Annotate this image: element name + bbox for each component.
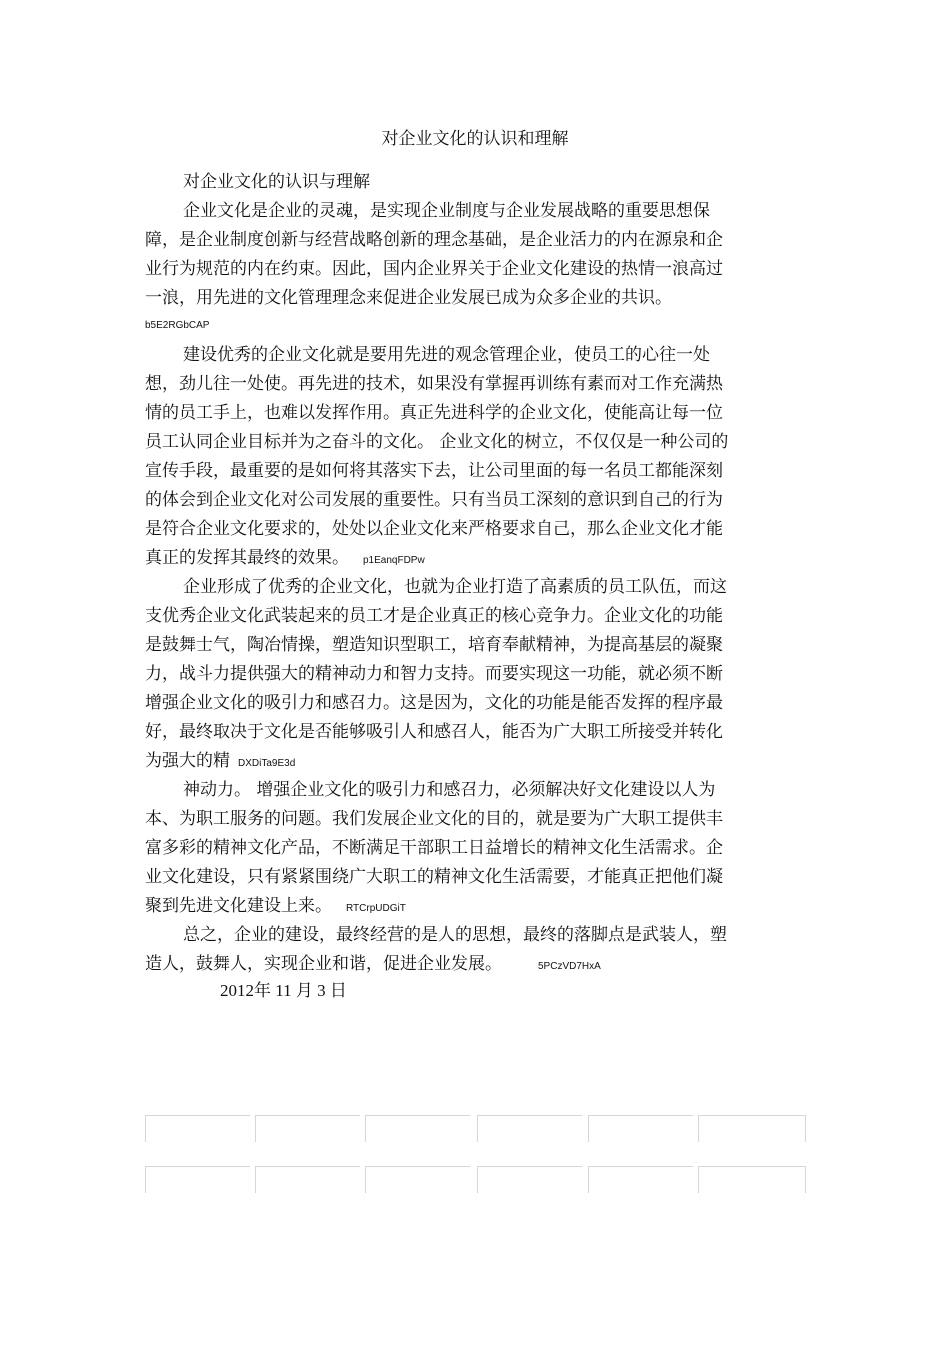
document-date: 2012年 11 月 3 日 bbox=[220, 981, 347, 1000]
paragraph-line: 建设优秀的企业文化就是要用先进的观念管理企业，使员工的心往一处 bbox=[183, 345, 710, 365]
paragraph-line: 员工认同企业目标并为之奋斗的文化。 企业文化的树立，不仅仅是一种公司的 bbox=[145, 432, 729, 452]
paragraph-line: 是符合企业文化要求的，处处以企业文化来严格要求自己，那么企业文化才能 bbox=[145, 519, 723, 539]
paragraph-line: 好，最终取决于文化是否能够吸引人和感召人，能否为广大职工所接受并转化 bbox=[145, 722, 723, 742]
paragraph-line: 本、为职工服务的问题。我们发展企业文化的目的，就是要为广大职工提供丰 bbox=[145, 809, 723, 829]
document-subtitle: 对企业文化的认识与理解 bbox=[183, 172, 370, 192]
paragraph-line: 增强企业文化的吸引力和感召力。这是因为，文化的功能是能否发挥的程序最 bbox=[145, 693, 723, 713]
paragraph-line: 是鼓舞士气，陶冶情操，塑造知识型职工，培育奉献精神，为提高基层的凝聚 bbox=[145, 635, 723, 655]
paragraph-line bbox=[145, 750, 295, 775]
grid-cell bbox=[365, 1115, 470, 1142]
reference-code: 5PCzVD7HxA bbox=[538, 961, 601, 972]
paragraph-line: 力，战斗力提供强大的精神动力和智力支持。而要实现这一功能，就必须不断 bbox=[145, 664, 723, 684]
paragraph-line: 企业文化是企业的灵魂，是实现企业制度与企业发展战略的重要思想保 bbox=[183, 201, 710, 221]
grid-cell bbox=[255, 1115, 360, 1142]
document-title: 对企业文化的认识和理解 bbox=[381, 129, 569, 149]
grid-cell bbox=[698, 1166, 806, 1193]
paragraph-line: 神动力。 增强企业文化的吸引力和感召力，必须解决好文化建设以人为 bbox=[183, 780, 716, 800]
grid-cell bbox=[477, 1115, 582, 1142]
reference-code: b5E2RGbCAP bbox=[145, 320, 210, 331]
paragraph-line: 富多彩的精神文化产品，不断满足干部职工日益增长的精神文化生活需求。企 bbox=[145, 838, 723, 858]
grid-cell bbox=[255, 1166, 360, 1193]
paragraph-line: 支优秀企业文化武装起来的员工才是企业真正的核心竞争力。企业文化的功能 bbox=[145, 606, 723, 626]
paragraph-line: 业行为规范的内在约束。因此，国内企业界关于企业文化建设的热情一浪高过 bbox=[145, 259, 723, 279]
paragraph-line bbox=[145, 547, 425, 572]
paragraph-line: 总之，企业的建设，最终经营的是人的思想，最终的落脚点是武装人，塑 bbox=[183, 925, 727, 945]
paragraph-line bbox=[145, 895, 406, 920]
paragraph-line: 一浪，用先进的文化管理理念来促进企业发展已成为众多企业的共识。 bbox=[145, 288, 672, 308]
paragraph-line: 想，劲儿往一处使。再先进的技术，如果没有掌握再训练有素而对工作充满热 bbox=[145, 374, 723, 394]
grid-cell bbox=[145, 1166, 250, 1193]
grid-cell bbox=[698, 1115, 806, 1142]
paragraph-line: 情的员工手上，也难以发挥作用。真正先进科学的企业文化，使能高让每一位 bbox=[145, 403, 723, 423]
paragraph-line: 障，是企业制度创新与经营战略创新的理念基础，是企业活力的内在源泉和企 bbox=[145, 230, 723, 250]
paragraph-line bbox=[145, 953, 601, 978]
paragraph-line: 业文化建设，只有紧紧围绕广大职工的精神文化生活需要，才能真正把他们凝 bbox=[145, 867, 723, 887]
grid-cell bbox=[365, 1166, 470, 1193]
paragraph-line: 的体会到企业文化对公司发展的重要性。只有当员工深刻的意识到自己的行为 bbox=[145, 490, 723, 510]
paragraph-line: 企业形成了优秀的企业文化，也就为企业打造了高素质的员工队伍，而这 bbox=[183, 577, 727, 597]
paragraph-text: 造人，鼓舞人，实现企业和谐，促进企业发展。 bbox=[145, 954, 502, 974]
reference-code: RTCrpUDGiT bbox=[346, 903, 406, 914]
grid-cell bbox=[588, 1115, 693, 1142]
paragraph-text: 为强大的精 bbox=[145, 751, 230, 771]
grid-cell bbox=[477, 1166, 582, 1193]
paragraph-text: 真正的发挥其最终的效果。 bbox=[145, 548, 349, 568]
paragraph-text: 聚到先进文化建设上来。 bbox=[145, 896, 332, 916]
reference-code: DXDiTa9E3d bbox=[238, 758, 296, 769]
paragraph-line: 宣传手段，最重要的是如何将其落实下去，让公司里面的每一名员工都能深刻 bbox=[145, 461, 723, 481]
grid-cell bbox=[588, 1166, 693, 1193]
reference-code: p1EanqFDPw bbox=[363, 555, 425, 566]
grid-cell bbox=[145, 1115, 250, 1142]
